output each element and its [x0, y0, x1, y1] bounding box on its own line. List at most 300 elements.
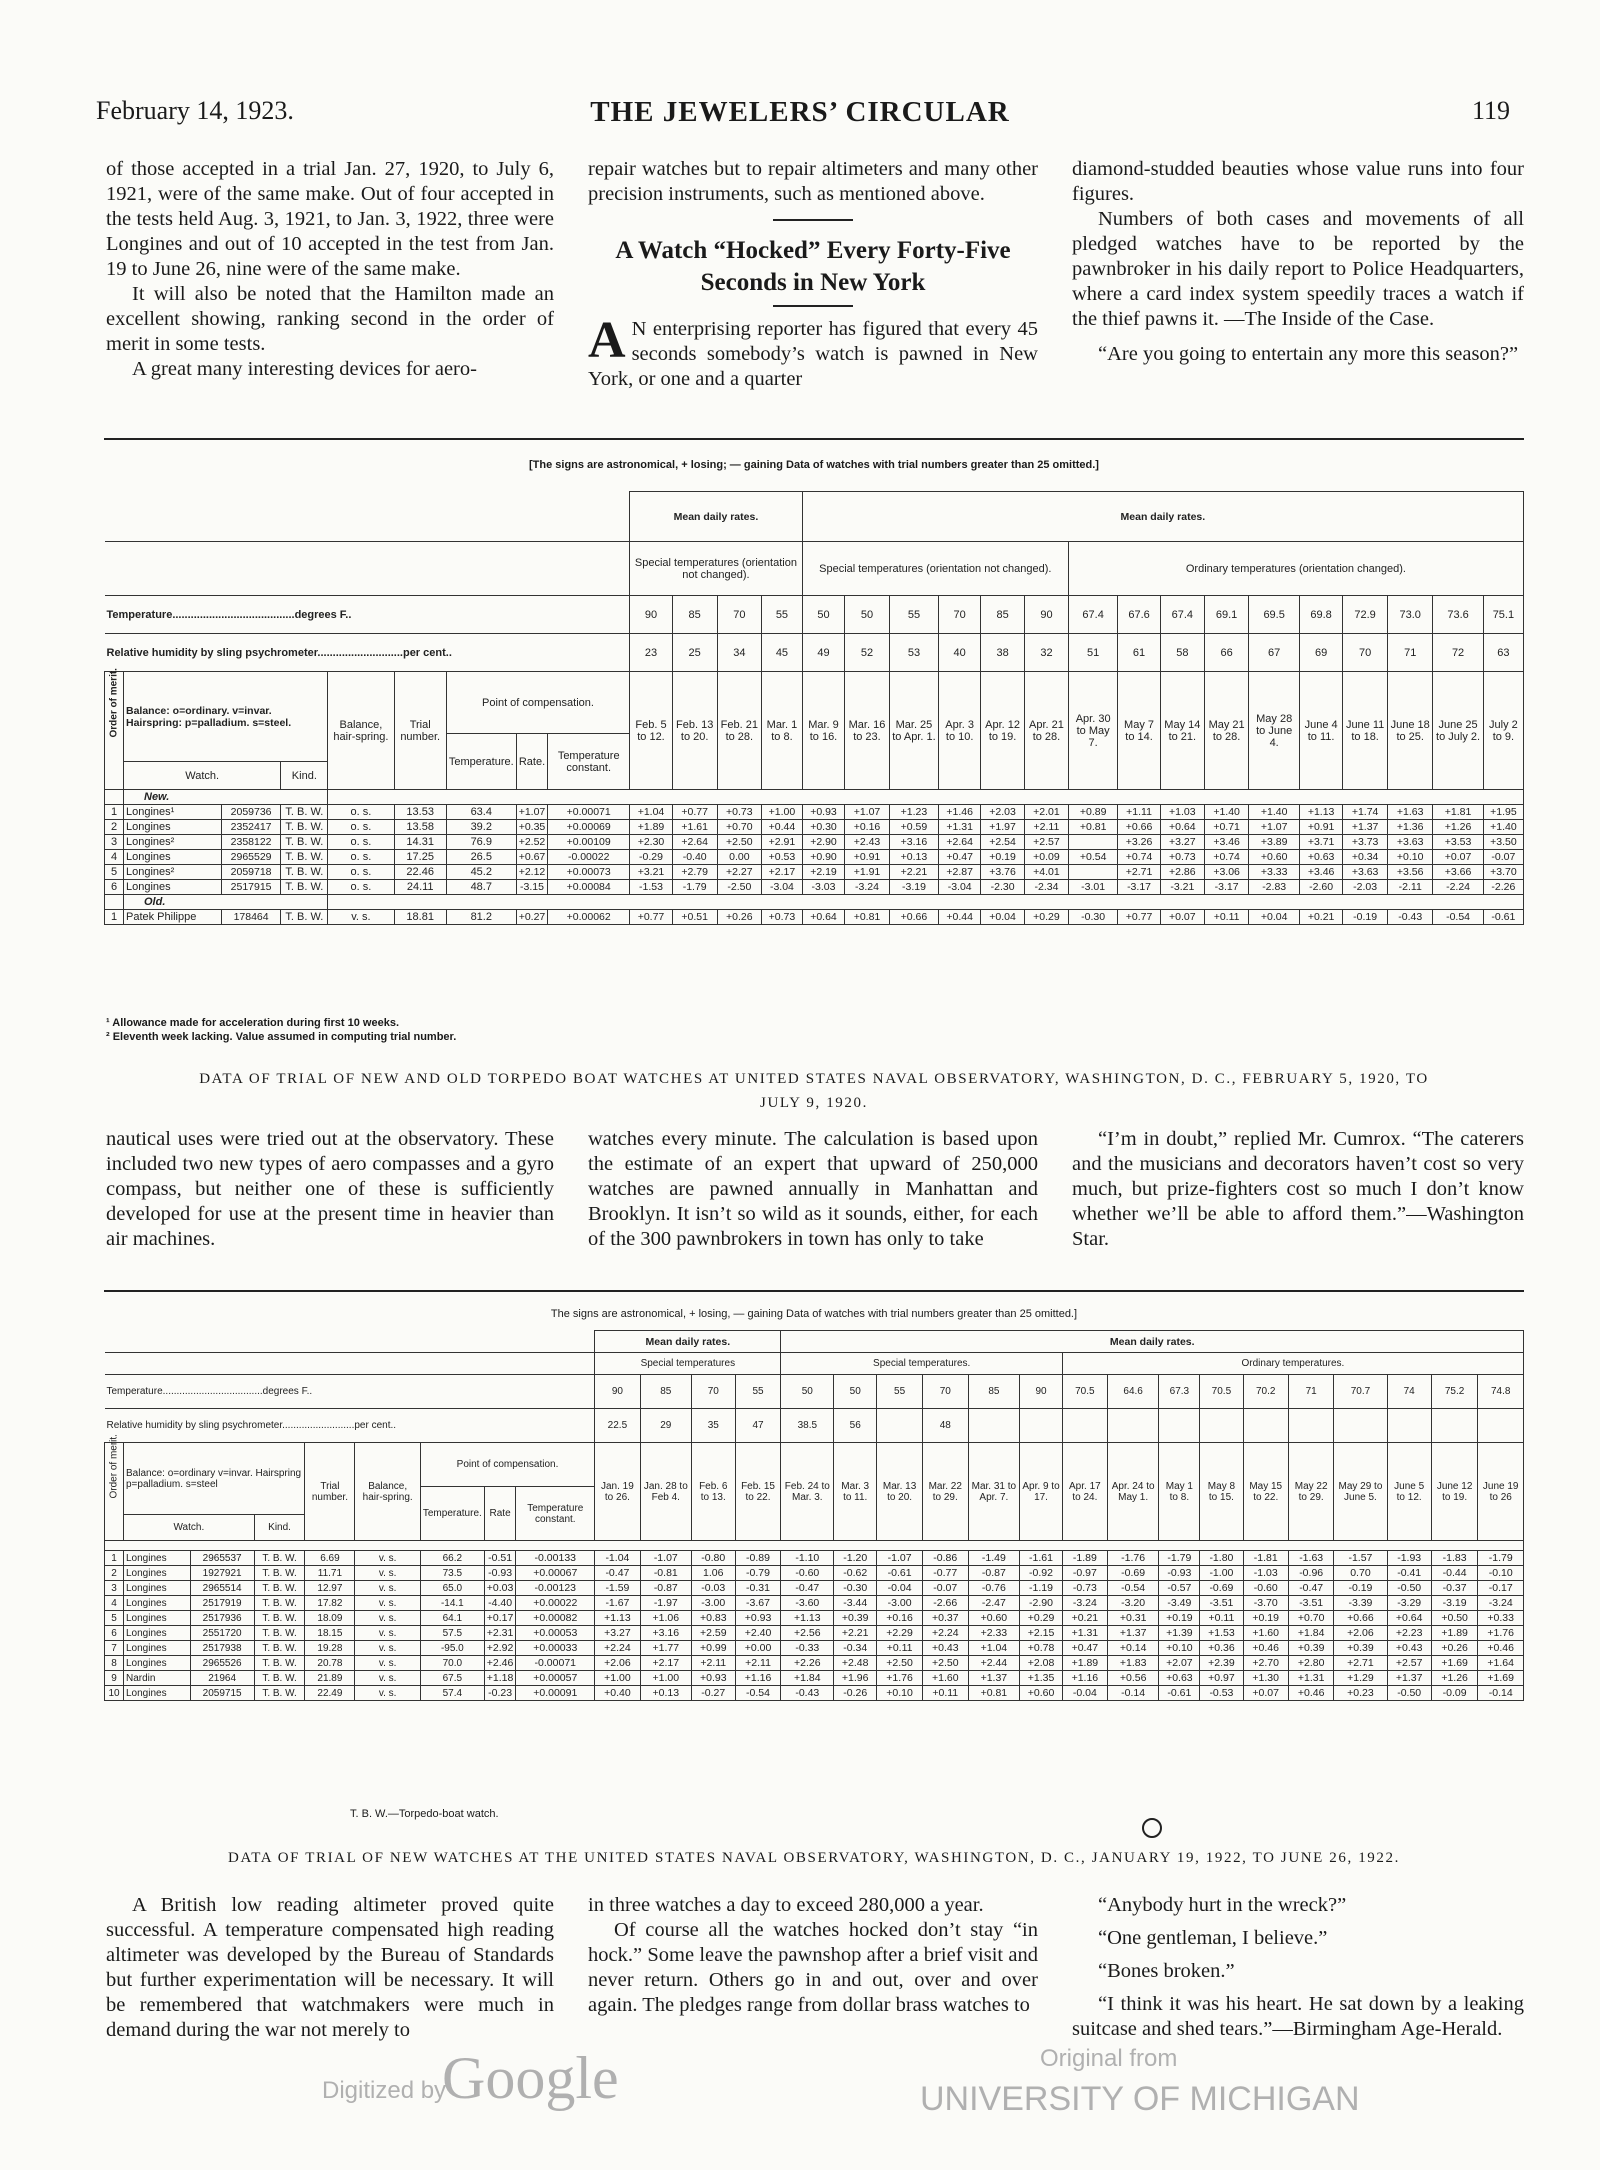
table-cell: +0.00069: [548, 820, 630, 835]
table-cell: -1.04: [595, 1551, 640, 1566]
table-cell: +1.16: [735, 1671, 781, 1686]
table-cell: +0.11: [1200, 1611, 1243, 1626]
temp-cell: 70: [717, 596, 762, 634]
humidity-cell: 61: [1118, 634, 1160, 672]
table-cell: +0.93: [802, 805, 845, 820]
table-cell: +2.80: [1288, 1656, 1333, 1671]
table-cell: -0.93: [484, 1566, 516, 1581]
table-cell: -4.40: [484, 1596, 516, 1611]
table-cell: -3.24: [1478, 1596, 1524, 1611]
table-cell: +1.64: [1478, 1656, 1524, 1671]
table-cell: v. s.: [355, 1671, 420, 1686]
table-cell: -1.19: [1020, 1581, 1063, 1596]
table-cell: -0.97: [1062, 1566, 1107, 1581]
table-cell: +0.91: [1300, 820, 1343, 835]
table-cell: +2.01: [1025, 805, 1069, 820]
table-cell: 67.3: [1159, 1375, 1200, 1409]
table-cell: -0.26: [834, 1686, 877, 1701]
temperature-label: Temperature....................................degrees F..: [105, 1375, 595, 1409]
table-cell: 0.70: [1334, 1566, 1387, 1581]
table-cell: -0.86: [922, 1551, 968, 1566]
table-cell: v. s.: [355, 1596, 420, 1611]
table-cell: +0.47: [939, 850, 981, 865]
table-cell: [1387, 1409, 1431, 1443]
table-cell: Patek Philippe: [124, 910, 222, 925]
table-cell: +2.52: [516, 835, 548, 850]
table-cell: -0.00123: [516, 1581, 595, 1596]
table-cell: 17.25: [394, 850, 446, 865]
table-cell: -0.03: [691, 1581, 735, 1596]
table-cell: -1.80: [1200, 1551, 1243, 1566]
table-cell: +0.00109: [548, 835, 630, 850]
table-cell: T. B. W.: [281, 880, 328, 895]
table-cell: 6: [105, 880, 124, 895]
table-cell: Longines: [124, 1656, 191, 1671]
table-cell: -3.44: [834, 1596, 877, 1611]
page-number: 119: [1471, 96, 1510, 125]
table-cell: -1.93: [1387, 1551, 1431, 1566]
table-cell: -0.61: [1159, 1686, 1200, 1701]
table-cell: 13.53: [394, 805, 446, 820]
table-cell: +0.00057: [516, 1671, 595, 1686]
table-cell: +2.11: [735, 1656, 781, 1671]
table-cell: +0.00091: [516, 1686, 595, 1701]
table-cell: -0.69: [1107, 1566, 1159, 1581]
table-cell: T. B. W.: [254, 1641, 305, 1656]
table-cell: -3.51: [1200, 1596, 1243, 1611]
table-cell: +1.16: [1062, 1671, 1107, 1686]
table-cell: Feb. 6 to 13.: [691, 1443, 735, 1541]
table-cell: -2.83: [1249, 880, 1300, 895]
table-cell: T. B. W.: [281, 820, 328, 835]
table-cell: 2059736: [221, 805, 281, 820]
table-cell: +2.31: [484, 1626, 516, 1641]
humidity-cell: 23: [630, 634, 673, 672]
table-cell: +3.46: [1204, 835, 1248, 850]
temp-cell: 73.6: [1433, 596, 1483, 634]
table-cell: 57.4: [420, 1686, 484, 1701]
table-row: [105, 1596, 1524, 1611]
table-cell: +0.17: [484, 1611, 516, 1626]
table-cell: T. B. W.: [254, 1551, 305, 1566]
humidity-label: Relative humidity by sling psychrometer..........................per cent..: [105, 1409, 595, 1443]
table-cell: +2.56: [781, 1626, 834, 1641]
table-cell: +1.31: [939, 820, 981, 835]
balance-header: Balance, hair-spring.: [355, 1443, 420, 1541]
temp-cell: 73.0: [1388, 596, 1433, 634]
table-cell: +3.21: [630, 865, 673, 880]
table-cell: -0.10: [1478, 1566, 1524, 1581]
table-cell: +3.63: [1343, 865, 1388, 880]
table-cell: 2965537: [190, 1551, 254, 1566]
table-cell: v. s.: [355, 1611, 420, 1626]
table-cell: -0.09: [1431, 1686, 1478, 1701]
table-cell: -0.29: [630, 850, 673, 865]
table-cell: +2.46: [484, 1656, 516, 1671]
table-cell: 2551720: [190, 1626, 254, 1641]
humidity-cell: 49: [802, 634, 845, 672]
table-cell: +0.63: [1159, 1671, 1200, 1686]
table-cell: +0.47: [1062, 1641, 1107, 1656]
kind-header: Kind.: [281, 762, 328, 790]
table-cell: -0.19: [1334, 1581, 1387, 1596]
table-cell: -3.60: [781, 1596, 834, 1611]
table-cell: T. B. W.: [254, 1611, 305, 1626]
table-cell: 65.0: [420, 1581, 484, 1596]
table-cell: -0.87: [968, 1566, 1020, 1581]
table-cell: 4: [105, 1596, 124, 1611]
table-row: [105, 1686, 1524, 1701]
table-cell: 9: [105, 1671, 124, 1686]
paragraph: nautical uses were tried out at the observatory. These included two new types of aero compasses and a gyro compass, but neither one of these is sufficiently developed for use at the present time in heavier than air machines.: [106, 1128, 554, 1250]
table-cell: +3.46: [1300, 865, 1343, 880]
table-cell: +1.18: [484, 1671, 516, 1686]
table-cell: +0.43: [922, 1641, 968, 1656]
table-cell: +0.11: [1204, 910, 1248, 925]
table-cell: +0.00071: [548, 805, 630, 820]
table-cell: 2: [105, 1566, 124, 1581]
table-cell: -0.53: [1200, 1686, 1243, 1701]
table-cell: +2.64: [672, 835, 717, 850]
table-cell: +2.07: [1159, 1656, 1200, 1671]
table-cell: +1.37: [968, 1671, 1020, 1686]
paragraph: “One gentleman, I believe.”: [1098, 1927, 1328, 1949]
temperature-row: [105, 596, 1524, 634]
table-cell: 6: [105, 1626, 124, 1641]
table-cell: 66.2: [420, 1551, 484, 1566]
table-cell: +1.89: [630, 820, 673, 835]
table-row: [105, 835, 1524, 850]
table-cell: -2.47: [968, 1596, 1020, 1611]
table-cell: T. B. W.: [281, 910, 328, 925]
table-cell: +0.19: [981, 850, 1025, 865]
humidity-label: Relative humidity by sling psychrometer............................per cent..: [105, 634, 630, 672]
table-cell: +0.19: [1243, 1611, 1288, 1626]
trial-table-1920: [104, 491, 1524, 925]
table-cell: -1.20: [834, 1551, 877, 1566]
table-cell: 48: [922, 1409, 968, 1443]
balance-header: Balance, hair-spring.: [328, 672, 394, 790]
table-cell: -0.92: [1020, 1566, 1063, 1581]
table-cell: +0.29: [1025, 910, 1069, 925]
table-cell: Apr. 9 to 17.: [1020, 1443, 1063, 1541]
temp-cell: 85: [672, 596, 717, 634]
table-cell: +3.71: [1300, 835, 1343, 850]
table-cell: +1.61: [672, 820, 717, 835]
table-cell: +0.77: [630, 910, 673, 925]
table-cell: 2965514: [190, 1581, 254, 1596]
table-cell: -2.60: [1300, 880, 1343, 895]
table-cell: Longines: [124, 1551, 191, 1566]
table-cell: 5: [105, 1611, 124, 1626]
table-cell: -0.54: [735, 1686, 781, 1701]
table-cell: +1.37: [1107, 1626, 1159, 1641]
table-cell: Longines¹: [124, 805, 222, 820]
table-cell: -1.76: [1107, 1551, 1159, 1566]
table-cell: 70.0: [420, 1656, 484, 1671]
table-cell: -0.40: [672, 850, 717, 865]
table-cell: -0.19: [1343, 910, 1388, 925]
page-header: [60, 96, 1540, 136]
table-cell: +1.29: [1334, 1671, 1387, 1686]
watch-header: Watch.: [124, 762, 281, 790]
humidity-cell: 34: [717, 634, 762, 672]
table-cell: +0.16: [845, 820, 889, 835]
legend: Balance: o=ordinary. v=invar. Hairspring: p=palladium. s=steel.: [124, 672, 328, 762]
table-cell: +1.74: [1343, 805, 1388, 820]
table-cell: +1.46: [939, 805, 981, 820]
table-cell: +2.70: [1243, 1656, 1288, 1671]
table-cell: 50: [781, 1375, 834, 1409]
table-cell: -0.07: [1483, 850, 1523, 865]
table-cell: -0.23: [484, 1686, 516, 1701]
table-cell: +1.40: [1249, 805, 1300, 820]
table-cell: -3.70: [1243, 1596, 1288, 1611]
table-cell: +0.21: [1300, 910, 1343, 925]
table-cell: +0.43: [1387, 1641, 1431, 1656]
table-cell: +2.23: [1387, 1626, 1431, 1641]
period-header: Apr. 21 to 28.: [1025, 672, 1069, 790]
table-cell: +0.39: [1334, 1641, 1387, 1656]
table-cell: +3.06: [1204, 865, 1248, 880]
table-cell: -0.30: [1068, 910, 1117, 925]
table-cell: +2.11: [1025, 820, 1069, 835]
table-cell: +0.74: [1118, 850, 1160, 865]
table-cell: 21964: [190, 1671, 254, 1686]
table-row: [105, 1566, 1524, 1581]
table-cell: [1200, 1409, 1243, 1443]
table-cell: -3.29: [1387, 1596, 1431, 1611]
table-cell: +0.26: [717, 910, 762, 925]
table-cell: -1.79: [672, 880, 717, 895]
table-cell: 3: [105, 835, 124, 850]
table-cell: +2.59: [691, 1626, 735, 1641]
paragraph: diamond-studded beauties whose value runs into four figures.: [1072, 158, 1524, 205]
table-cell: +0.26: [1431, 1641, 1478, 1656]
table-cell: -2.50: [717, 880, 762, 895]
table-cell: [105, 1331, 595, 1353]
ornament-circle-icon: [1142, 1818, 1162, 1838]
table-cell: o. s.: [328, 820, 394, 835]
table-cell: Longines: [124, 1641, 191, 1656]
table-cell: May 22 to 29.: [1288, 1443, 1333, 1541]
table-cell: o. s.: [328, 880, 394, 895]
period-header: July 2 to 9.: [1483, 672, 1523, 790]
table1-rows: [105, 805, 1524, 925]
humidity-row: [105, 634, 1524, 672]
humidity-cell: 53: [889, 634, 939, 672]
table-cell: -3.00: [877, 1596, 923, 1611]
table-cell: -1.53: [630, 880, 673, 895]
humidity-cell: 70: [1343, 634, 1388, 672]
table-cell: +2.90: [802, 835, 845, 850]
table-cell: 2352417: [221, 820, 281, 835]
table-cell: +0.54: [1068, 850, 1117, 865]
table-cell: 55: [735, 1375, 781, 1409]
table-cell: 70.5: [1200, 1375, 1243, 1409]
table-cell: -1.07: [640, 1551, 691, 1566]
table-cell: +0.04: [981, 910, 1025, 925]
table-cell: +3.16: [640, 1626, 691, 1641]
period-header: Mar. 1 to 8.: [762, 672, 803, 790]
table-note: [The signs are astronomical, + losing; — gaining Data of watches with trial numbers greater than 25 omitted.]: [529, 459, 1099, 471]
table-cell: 18.15: [305, 1626, 355, 1641]
table-cell: +0.60: [968, 1611, 1020, 1626]
table2-footnote: T. B. W.—Torpedo-boat watch.: [350, 1808, 499, 1820]
table-cell: +1.60: [922, 1671, 968, 1686]
table-cell: -0.47: [1288, 1581, 1333, 1596]
table-cell: +0.36: [1200, 1641, 1243, 1656]
table-cell: +0.46: [1288, 1686, 1333, 1701]
table-cell: 14.31: [394, 835, 446, 850]
table-cell: +0.00082: [516, 1611, 595, 1626]
table-cell: 1927921: [190, 1566, 254, 1581]
table-cell: -2.34: [1025, 880, 1069, 895]
table-cell: +0.66: [1118, 820, 1160, 835]
table-cell: Mar. 22 to 29.: [922, 1443, 968, 1541]
table-cell: Longines: [124, 1686, 191, 1701]
table-cell: 64.1: [420, 1611, 484, 1626]
table-cell: -0.87: [640, 1581, 691, 1596]
table-cell: [1431, 1409, 1478, 1443]
table-cell: 2059715: [190, 1686, 254, 1701]
table-cell: +0.77: [672, 805, 717, 820]
table-cell: -0.61: [1483, 910, 1523, 925]
table-cell: T. B. W.: [254, 1656, 305, 1671]
table-cell: +3.76: [981, 865, 1025, 880]
table-cell: +2.33: [968, 1626, 1020, 1641]
table-cell: T. B. W.: [281, 850, 328, 865]
table-cell: +0.46: [1478, 1641, 1524, 1656]
table-cell: +2.79: [672, 865, 717, 880]
temperature-row: [105, 1375, 1524, 1409]
paragraph: in three watches a day to exceed 280,000 a year.: [588, 1894, 984, 1916]
table-cell: [328, 895, 1524, 910]
table-cell: Longines: [124, 820, 222, 835]
table-cell: +0.29: [1020, 1611, 1063, 1626]
table-cell: +3.50: [1483, 835, 1523, 850]
caption-line: DATA OF TRIAL OF NEW AND OLD TORPEDO BOAT WATCHES AT UNITED STATES NAVAL OBSERVATORY, WASHINGTON, D. C., FEBRUARY 5, 1920, TO: [199, 1071, 1429, 1087]
table-cell: May 1 to 8.: [1159, 1443, 1200, 1541]
top-column-3: [1072, 157, 1524, 367]
table-cell: Apr. 24 to May 1.: [1107, 1443, 1159, 1541]
middle-column-3: [1072, 1127, 1524, 1252]
trial-number-header: Trial number.: [305, 1443, 355, 1541]
table-cell: +0.00084: [548, 880, 630, 895]
table-cell: -1.63: [1288, 1551, 1333, 1566]
table-cell: 1: [105, 1551, 124, 1566]
table-cell: 2517919: [190, 1596, 254, 1611]
table-cell: -3.51: [1288, 1596, 1333, 1611]
table-cell: +1.40: [1483, 820, 1523, 835]
table-row: [105, 1641, 1524, 1656]
table-cell: T. B. W.: [254, 1581, 305, 1596]
table-cell: -1.00: [1200, 1566, 1243, 1581]
temperature-header: Temperature.: [420, 1487, 484, 1541]
table-cell: +0.37: [922, 1611, 968, 1626]
table-cell: 2517915: [221, 880, 281, 895]
table-cell: 2965529: [221, 850, 281, 865]
table-cell: +2.50: [922, 1656, 968, 1671]
table-cell: -3.67: [735, 1596, 781, 1611]
table-cell: +1.31: [1288, 1671, 1333, 1686]
table-cell: [1334, 1409, 1387, 1443]
table-cell: [1478, 1409, 1524, 1443]
table-cell: 2965526: [190, 1656, 254, 1671]
table-cell: 19.28: [305, 1641, 355, 1656]
table-cell: +0.73: [762, 910, 803, 925]
temperature-header: Temperature.: [446, 734, 516, 790]
order-of-merit-header: Order of merit.: [105, 1443, 124, 1541]
legend: Balance: o=ordinary v=invar. Hairspring p=palladium. s=steel: [124, 1443, 305, 1515]
humidity-cell: 72: [1433, 634, 1483, 672]
table-cell: +0.31: [1107, 1611, 1159, 1626]
table-cell: +2.21: [834, 1626, 877, 1641]
table-cell: +0.00: [735, 1641, 781, 1656]
table-cell: +2.24: [595, 1641, 640, 1656]
temp-cell: 69.1: [1204, 596, 1248, 634]
divider: [104, 438, 1524, 440]
table-cell: Longines: [124, 1611, 191, 1626]
table-cell: +2.64: [939, 835, 981, 850]
table-cell: +1.77: [640, 1641, 691, 1656]
table-cell: +0.81: [845, 910, 889, 925]
table-cell: 1: [105, 910, 124, 925]
table-cell: +2.17: [762, 865, 803, 880]
table-cell: +0.40: [595, 1686, 640, 1701]
table-cell: T. B. W.: [254, 1671, 305, 1686]
period-header: June 18 to 25.: [1388, 672, 1433, 790]
table-cell: +1.36: [1388, 820, 1433, 835]
table-cell: +2.30: [630, 835, 673, 850]
table-cell: +0.19: [1159, 1611, 1200, 1626]
period-header: Mar. 16 to 23.: [845, 672, 889, 790]
table-cell: +3.16: [889, 835, 939, 850]
period-header: June 11 to 18.: [1343, 672, 1388, 790]
table-cell: 90: [595, 1375, 640, 1409]
table-cell: -2.03: [1343, 880, 1388, 895]
special-temps-header: Special temperatures.: [781, 1353, 1062, 1375]
table-cell: +1.04: [630, 805, 673, 820]
humidity-cell: 63: [1483, 634, 1523, 672]
temp-cell: 90: [630, 596, 673, 634]
table-cell: -0.14: [1107, 1686, 1159, 1701]
kind-header: Kind.: [254, 1515, 305, 1541]
table-cell: v. s.: [355, 1566, 420, 1581]
table-cell: +3.26: [1118, 835, 1160, 850]
table-cell: Feb. 24 to Mar. 3.: [781, 1443, 834, 1541]
paragraph: “Anybody hurt in the wreck?”: [1098, 1894, 1347, 1916]
table-cell: +2.50: [717, 835, 762, 850]
table-cell: 2059718: [221, 865, 281, 880]
paragraph: Numbers of both cases and movements of all pledged watches have to be reported by the pawnbroker in his daily report to Police Headquarters, where a card index system speedily traces a watch if the thief pawns it. —The Inside of the Case.: [1072, 208, 1524, 330]
table-cell: +2.57: [1387, 1656, 1431, 1671]
table-cell: 70.7: [1334, 1375, 1387, 1409]
table-cell: +0.34: [1343, 850, 1388, 865]
table-cell: +0.16: [877, 1611, 923, 1626]
humidity-cell: 32: [1025, 634, 1069, 672]
table-cell: +1.91: [845, 865, 889, 880]
table-cell: +0.33: [1478, 1611, 1524, 1626]
table-cell: +2.54: [981, 835, 1025, 850]
temp-constant-header: Temperature constant.: [548, 734, 630, 790]
table-cell: 21.89: [305, 1671, 355, 1686]
table-row: [105, 865, 1524, 880]
table-cell: 17.82: [305, 1596, 355, 1611]
table-cell: 57.5: [420, 1626, 484, 1641]
table-cell: +2.24: [922, 1626, 968, 1641]
table-cell: -0.50: [1387, 1581, 1431, 1596]
